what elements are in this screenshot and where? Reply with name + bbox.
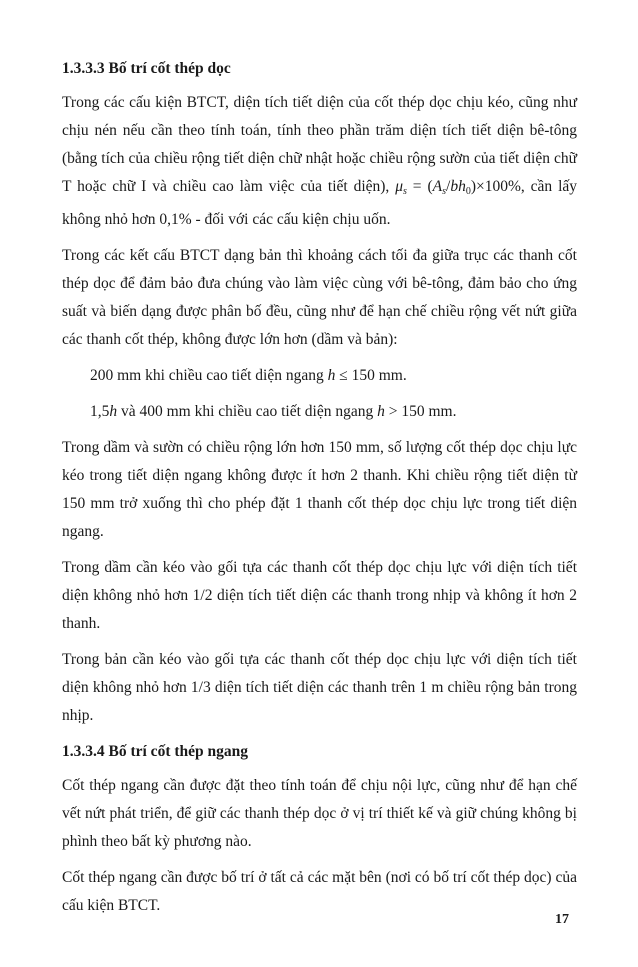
page-number: 17 <box>555 912 569 927</box>
paragraph-beam-bars: Trong dầm và sườn có chiều rộng lớn hơn 150 mm, số lượng cốt thép dọc chịu lực kéo trong tiết diện ngang không được ít hơn 2 thanh. Khi chiều rộng tiết diện từ 150 mm trở xuống thì cho phép đặt 1 thanh cốt thép dọc chịu lực trong tiết diện ngang. <box>62 439 577 540</box>
reinforcement-ratio-formula: $\mu_s = (A_s/bh_0)\times 100\%$ <box>395 178 521 197</box>
section-heading-transverse: 1.3.3.4 Bố trí cốt thép ngang <box>62 743 248 760</box>
paragraph-slab-support: Trong bản cần kéo vào gối tựa các thanh cốt thép dọc chịu lực với diện tích tiết diện không nhỏ hơn 1/3 diện tích tiết diện các thanh trên 1 m chiều rộng bản trong nhịp. <box>62 651 577 724</box>
document-page <box>62 55 577 928</box>
paragraph-transverse-purpose: Cốt thép ngang cần được đặt theo tính toán để chịu nội lực, cũng như để hạn chế vết nứt phát triển, để giữ các thanh thép dọc ở vị trí thiết kế và giữ chúng không bị phình theo bất kỳ phương nào. <box>62 777 577 850</box>
paragraph-slab-spacing: Trong các kết cấu BTCT dạng bản thì khoảng cách tối đa giữa trục các thanh cốt thép dọc để đảm bảo đưa chúng vào làm việc cùng với bê-tông, đảm bảo cho ứng suất và biến dạng được phân bố đều, cũng như để hạn chế chiều rộng vết nứt giữa các thanh cốt thép, không được lớn hơn (dầm và bản): <box>62 247 577 348</box>
list-item-spacing-2: 1,5h và 400 mm khi chiều cao tiết diện ngang h > 150 mm. <box>90 403 457 420</box>
paragraph-beam-support: Trong dầm cần kéo vào gối tựa các thanh cốt thép dọc chịu lực với diện tích tiết diện không nhỏ hơn 1/2 diện tích tiết diện các thanh trong nhịp và không ít hơn 2 thanh. <box>62 559 577 632</box>
paragraph-area-percentage <box>62 89 577 234</box>
section-heading-longitudinal: 1.3.3.3 Bố trí cốt thép dọc <box>62 60 231 77</box>
paragraph-transverse-placement: Cốt thép ngang cần được bố trí ở tất cả các mặt bên (nơi có bố trí cốt thép dọc) của cấu kiện BTCT. <box>62 869 577 914</box>
list-item-spacing-1: 200 mm khi chiều cao tiết diện ngang h ≤ 150 mm. <box>90 367 407 384</box>
paragraph-text: Trong các cấu kiện BTCT, diện tích tiết diện của cốt thép dọc chịu kéo, cũng như chịu nén nếu cần theo tính toán, tính theo phần trăm diện tích tiết diện bê-tông (bằng tích của chiều rộng tiết diện chữ nhật hoặc chiều rộng sườn của tiết diện chữ T hoặc chữ I và chiều cao làm việc của tiết diện), <box>62 94 577 195</box>
paragraph-text: , cần lấy không nhỏ hơn 0,1% - đối với các cấu kiện chịu uốn. <box>62 178 578 228</box>
